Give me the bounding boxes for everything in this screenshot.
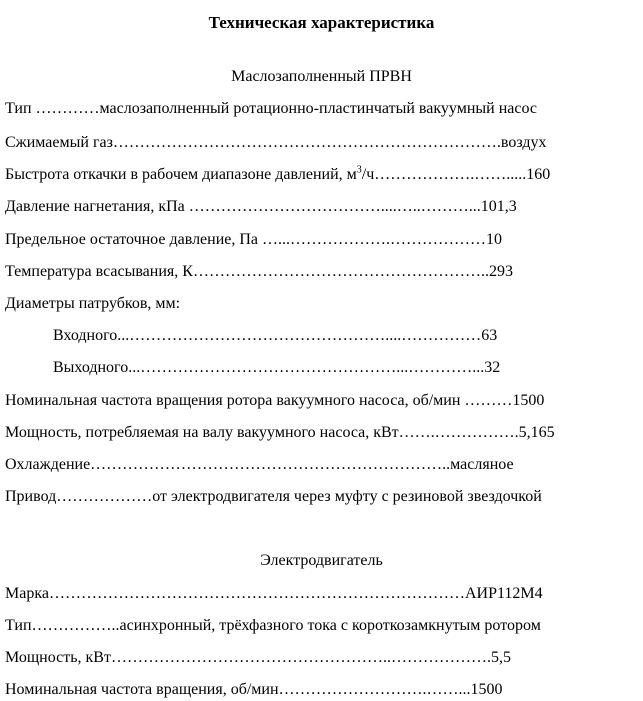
pump-section-heading: Маслозаполненный ПРВН bbox=[231, 68, 412, 85]
document-title: Техническая характеристика bbox=[208, 13, 435, 32]
shaft-power-row: Мощность, потребляемая на валу вакуумного насоса, кВт…….…………….5,165 bbox=[5, 424, 555, 441]
rotor-speed-row: Номинальная частота вращения ротора вакуумного насоса, об/мин ………1500 bbox=[5, 392, 545, 409]
compressed-gas-row: Сжимаемый газ……………………………………………………………….воздух bbox=[5, 134, 547, 151]
motor-speed-row: Номинальная частота вращения, об/мин……………………….……...1500 bbox=[5, 681, 503, 698]
motor-section-heading: Электродвигатель bbox=[260, 552, 383, 569]
motor-type-row: Тип……………..асинхронный, трёхфазного тока с короткозамкнутым ротором bbox=[5, 617, 541, 634]
inlet-diameter-row: Входного...…………………………………………....……………63 bbox=[53, 327, 498, 344]
pumping-speed-label: Быстрота откачки в рабочем диапазоне давлений, м bbox=[5, 166, 357, 183]
drive-row: Привод………………от электродвигателя через муфту с резиновой звездочкой bbox=[5, 488, 542, 505]
motor-brand-row: Марка……………………………………………………………………АИР112М4 bbox=[5, 585, 543, 602]
cooling-row: Охлаждение…………………………………………………………..масляное bbox=[5, 456, 514, 473]
discharge-pressure-row: Давление нагнетания, кПа ………………………………....…..………...101,3 bbox=[5, 198, 517, 215]
pipe-diameters-row: Диаметры патрубков, мм: bbox=[5, 295, 181, 312]
pump-type-row: Тип …………маслозаполненный ротационно-пластинчатый вакуумный насос bbox=[5, 100, 537, 117]
ultimate-pressure-row: Предельное остаточное давление, Па …...……………….………………10 bbox=[5, 231, 503, 248]
motor-power-row: Мощность, кВт……………………………………………..……………….5,5 bbox=[5, 649, 511, 666]
pumping-speed-row bbox=[5, 164, 636, 186]
outlet-diameter-row: Выходного...…………………………………………...…………...32 bbox=[53, 359, 501, 376]
pumping-speed-value: /ч……………….…….....160 bbox=[361, 166, 551, 183]
suction-temperature-row: Температура всасывания, К………………………………………………..293 bbox=[5, 263, 513, 280]
pumping-speed-superscript: 3 bbox=[356, 164, 362, 176]
